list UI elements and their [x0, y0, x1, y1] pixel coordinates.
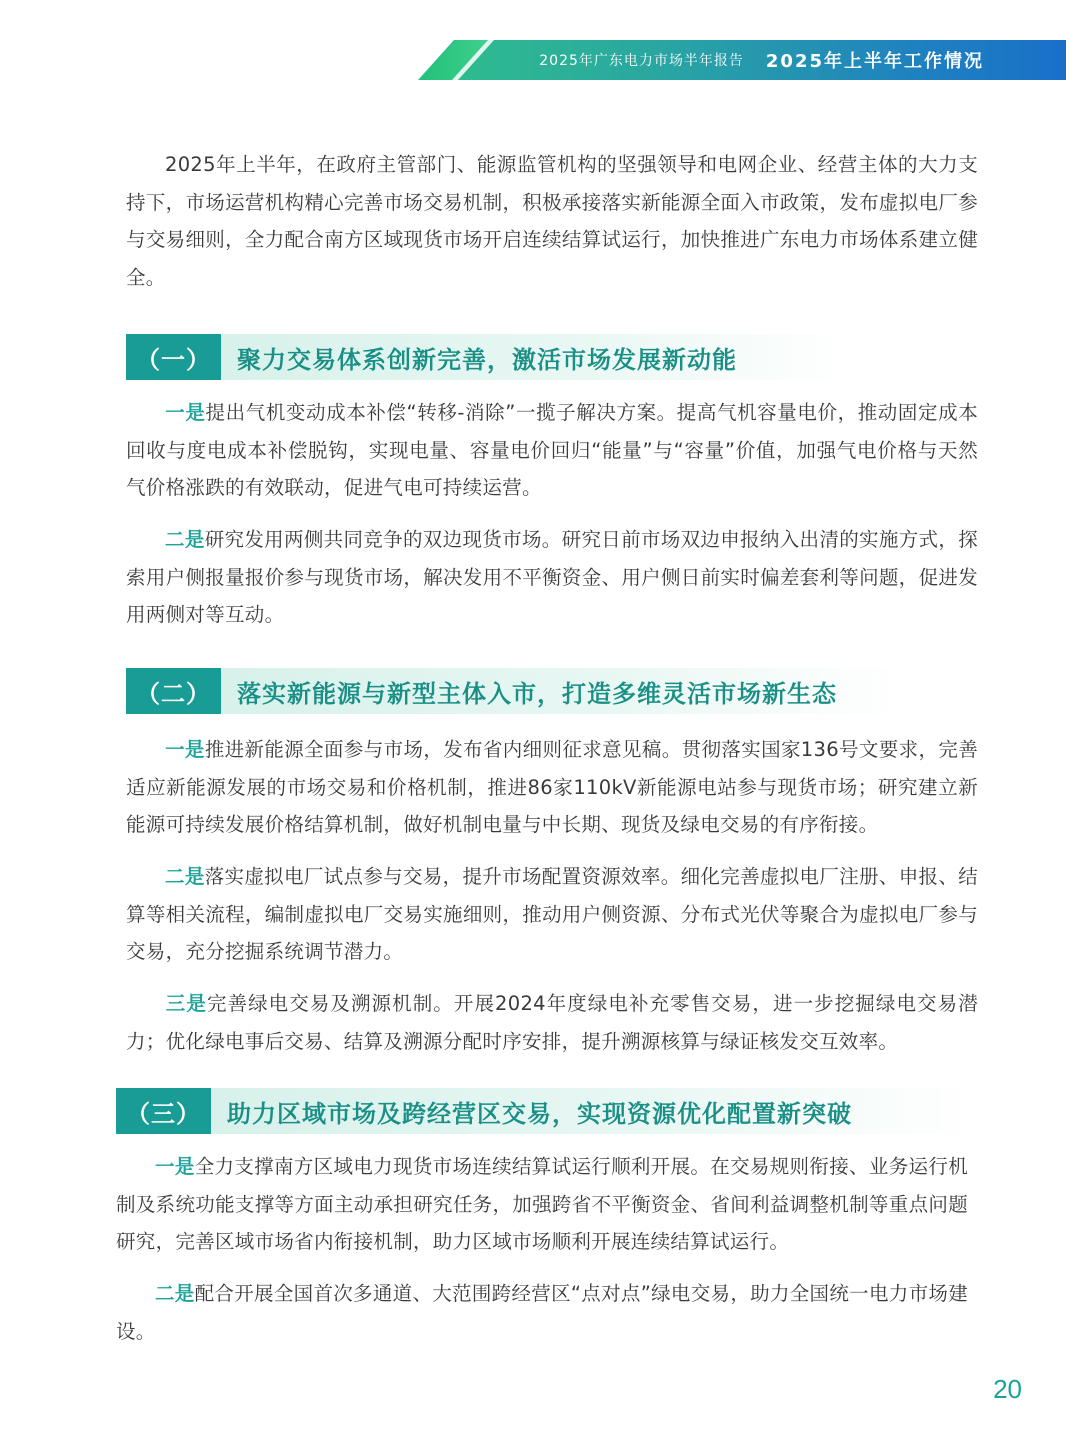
report-name: 2025年广东电力市场半年报告	[539, 53, 744, 69]
item-text: 研究发用两侧共同竞争的双边现货市场。研究日前市场双边申报纳入出清的实施方式，探索用户侧报量报价参与现货市场，解决发用不平衡资金、用户侧日前实时偏差套利等问题，促进发用两侧对等互动。	[126, 528, 978, 626]
chapter-title: 2025年上半年工作情况	[765, 51, 984, 72]
item-lead: 二是	[155, 1282, 195, 1305]
header-text	[500, 40, 1060, 80]
section-heading-2	[126, 668, 906, 714]
intro-paragraph: 2025年上半年，在政府主管部门、能源监管机构的坚强领导和电网企业、经营主体的大力支持下，市场运营机构精心完善市场交易机制，积极承接落实新能源全面入市政策，发布虚拟电厂参与交易细则，全力配合南方区域现货市场开启连续结算试运行，加快推进广东电力市场体系建立健全。	[126, 153, 978, 289]
section-2-item-1	[126, 731, 978, 844]
item-text: 推进新能源全面参与市场，发布省内细则征求意见稿。贯彻落实国家136号文要求，完善适应新能源发展的市场交易和价格机制，推进86家110kV新能源电站参与现货市场；研究建立新能源可持续发展价格结算机制，做好机制电量与中长期、现货及绿电交易的有序衔接。	[126, 738, 978, 836]
section-3-item-2	[116, 1275, 968, 1350]
section-heading-3	[116, 1088, 976, 1134]
section-title: 落实新能源与新型主体入市，打造多维灵活市场新生态	[221, 668, 906, 714]
section-1-item-2	[126, 521, 978, 634]
item-lead: 一是	[165, 401, 206, 424]
section-title: 助力区域市场及跨经营区交易，实现资源优化配置新突破	[211, 1088, 976, 1134]
section-heading-1	[126, 334, 846, 380]
page-number: 20	[993, 1374, 1022, 1404]
item-lead: 二是	[165, 865, 205, 888]
section-2-item-3	[126, 985, 978, 1060]
section-number: （一）	[126, 334, 221, 380]
item-lead: 三是	[165, 992, 207, 1015]
item-text: 提出气机变动成本补偿“转移-消除”一揽子解决方案。提高气机容量电价，推动固定成本回收与度电成本补偿脱钩，实现电量、容量电价回归“能量”与“容量”价值，加强气电价格与天然气价格涨跌的有效联动，促进气电可持续运营。	[126, 401, 978, 499]
section-2-item-2	[126, 858, 978, 971]
item-text: 全力支撑南方区域电力现货市场连续结算试运行顺利开展。在交易规则衔接、业务运行机制及系统功能支撑等方面主动承担研究任务，加强跨省不平衡资金、省间利益调整机制等重点问题研究，完善区域市场省内衔接机制，助力区域市场顺利开展连续结算试运行。	[116, 1155, 968, 1253]
item-text: 配合开展全国首次多通道、大范围跨经营区“点对点”绿电交易，助力全国统一电力市场建设。	[116, 1282, 968, 1343]
item-lead: 一是	[155, 1155, 195, 1178]
section-number: （三）	[116, 1088, 211, 1134]
item-text: 完善绿电交易及溯源机制。开展2024年度绿电补充零售交易，进一步挖掘绿电交易潜力；优化绿电事后交易、结算及溯源分配时序安排，提升溯源核算与绿证核发交互效率。	[126, 992, 978, 1053]
section-3-item-1	[116, 1148, 968, 1261]
section-1-item-1	[126, 394, 978, 507]
section-number: （二）	[126, 668, 221, 714]
section-title: 聚力交易体系创新完善，激活市场发展新动能	[221, 334, 846, 380]
item-text: 落实虚拟电厂试点参与交易，提升市场配置资源效率。细化完善虚拟电厂注册、申报、结算等相关流程，编制虚拟电厂交易实施细则，推动用户侧资源、分布式光伏等聚合为虚拟电厂参与交易，充分挖掘系统调节潜力。	[126, 865, 978, 963]
item-lead: 一是	[165, 738, 205, 761]
item-lead: 二是	[165, 528, 205, 551]
